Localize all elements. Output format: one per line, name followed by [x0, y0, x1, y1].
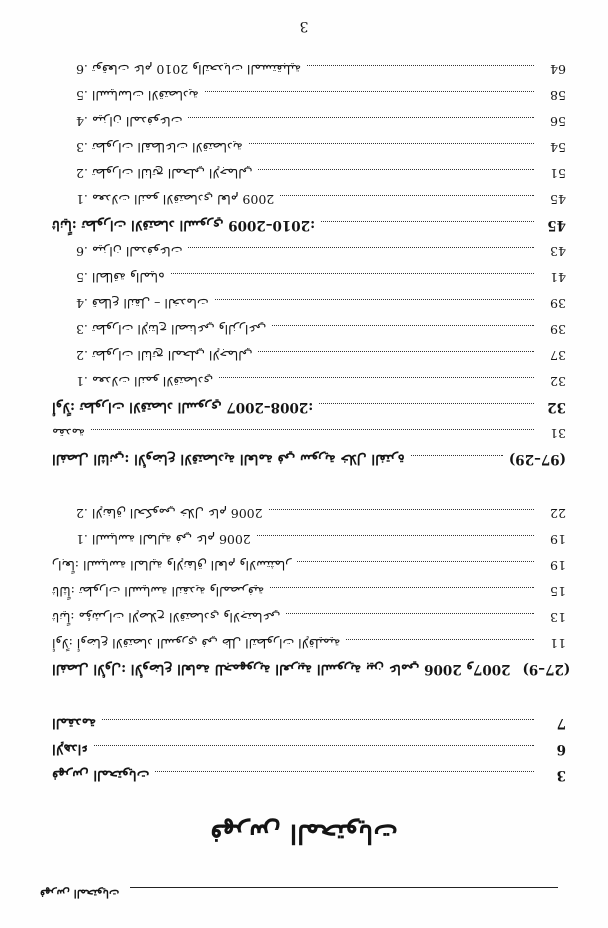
toc-entry [52, 710, 566, 736]
toc-leader-dots [249, 143, 534, 145]
toc-entry-page: 22 [550, 506, 566, 521]
toc-entry-page: 45 [550, 192, 566, 207]
toc-entry-label: الإهداء [52, 741, 88, 757]
toc-entry [52, 552, 566, 578]
toc-entry [52, 212, 566, 238]
toc-entry-page: 3 [556, 767, 566, 783]
toc-entry-page: 51 [550, 166, 566, 181]
toc-entry [52, 316, 566, 342]
toc-entry-page: 39 [550, 322, 566, 337]
toc-entry-label: الفصل الأول: الأوضاع العامة للجمهورية العربية السورية بين عامي 2006 و2007 [52, 661, 511, 677]
toc-leader-dots [270, 587, 534, 589]
toc-entry-page: 64 [550, 62, 566, 77]
toc-entry [52, 736, 566, 762]
toc-entry-label: 6. ميزان المدفوعات [76, 244, 183, 259]
toc-entry-label: رابعاً: السياسة المالية والإنفاق العام والاستثمار [52, 558, 292, 573]
toc-leader-dots [188, 247, 534, 249]
toc-leader-dots [280, 195, 534, 197]
toc-leader-dots [257, 535, 534, 537]
toc-entry-page: 19 [550, 558, 566, 573]
toc-entry [52, 630, 566, 656]
table-of-contents [52, 56, 571, 788]
header-rule [130, 887, 558, 888]
toc-entry-label: 2. الإنفاق الحكومي خلال عام 2006 [76, 506, 263, 521]
toc-entry-page: (29–97) [508, 451, 566, 467]
toc-leader-dots [346, 639, 534, 641]
toc-entry [52, 290, 566, 316]
toc-entry-page: 7 [556, 715, 566, 731]
toc-entry [52, 56, 566, 82]
toc-leader-dots [219, 377, 534, 379]
toc-leader-dots [91, 429, 534, 431]
toc-entry [52, 82, 566, 108]
toc-entry [52, 394, 566, 420]
page-title: فهرس المحتويات [210, 818, 398, 848]
toc-leader-dots [258, 351, 534, 353]
toc-entry-page: 6 [556, 741, 566, 757]
toc-entry [52, 368, 566, 394]
toc-entry-label: 1. السياسة المالية في عام 2006 [76, 532, 251, 547]
toc-entry [52, 762, 566, 788]
toc-leader-dots [155, 771, 534, 773]
toc-entry-page: 43 [550, 244, 566, 259]
toc-entry-page: 32 [550, 374, 566, 389]
toc-entry-page: 13 [550, 610, 566, 625]
toc-leader-dots [102, 719, 534, 721]
toc-entry-label: فهرس المحتويات [52, 767, 150, 783]
toc-leader-dots [205, 91, 534, 93]
toc-leader-dots [319, 403, 534, 405]
toc-entry-label: أولاً: تطورات الاقتصاد السوري 2007–2008: [52, 399, 314, 415]
toc-entry-label: ثانياً: تطورات الاقتصاد السوري 2009–2010: [52, 217, 316, 233]
toc-entry [52, 134, 566, 160]
toc-entry-label: المقدمة [52, 715, 97, 731]
toc-entry-label: 5. السياسات الاقتصادية [76, 88, 199, 103]
toc-entry-label: ثالثاً: تطورات السياسة النقدية والمصرفية [52, 584, 265, 599]
toc-entry-label: 5. الطاقة والمياه [76, 270, 165, 285]
toc-leader-dots [321, 221, 534, 223]
toc-leader-dots [307, 65, 534, 67]
toc-entry [52, 186, 566, 212]
toc-entry-label: 2. تطورات الناتج المحلي الإجمالي [76, 348, 253, 363]
toc-entry [52, 342, 566, 368]
toc-leader-dots [272, 325, 534, 327]
toc-leader-dots [269, 509, 534, 511]
toc-leader-dots [258, 169, 534, 171]
toc-entry [52, 420, 566, 446]
header-title: فهرس المحتويات [40, 887, 120, 900]
toc-entry-page: 58 [550, 88, 566, 103]
toc-entry-page: 45 [547, 217, 566, 233]
toc-entry [52, 578, 566, 604]
toc-entry-page: (9–27) [522, 661, 571, 677]
toc-entry-label: أولاً: أوضاع الاقتصاد السوري في ظل التطورات الإقليمية [52, 636, 341, 651]
toc-entry-page: 11 [550, 636, 566, 651]
toc-entry [52, 264, 566, 290]
toc-entry-label: 2. تطورات الناتج المحلي الإجمالي [76, 166, 253, 181]
toc-entry-label: الفصل الثاني: الأوضاع الاقتصادية العامة في سورية خلال الفترة [52, 451, 405, 467]
toc-leader-dots [215, 299, 534, 301]
toc-leader-dots [94, 745, 534, 747]
toc-entry-page: 41 [550, 270, 566, 285]
toc-entry [52, 108, 566, 134]
toc-entry [52, 500, 566, 526]
toc-entry-label: 1. معدلات النمو الاقتصادي لعام 2009 [76, 192, 275, 207]
toc-entry [52, 656, 571, 682]
toc-leader-dots [297, 561, 534, 563]
toc-entry-label: مقدمة [52, 426, 85, 441]
toc-entry-label: ثانياً: مؤشرات الإصلاح الاقتصادي والاجتماعي [52, 610, 281, 625]
running-header [40, 874, 558, 900]
toc-entry-label: 6. توقعات عام 2010 والتحديات المستقبلية [76, 62, 302, 77]
toc-entry-page: 32 [547, 399, 566, 415]
toc-entry-label: 3. تطورات الإنتاج الصناعي والزراعي [76, 322, 267, 337]
toc-entry-label: 3. تطورات القطاعات الاقتصادية [76, 140, 243, 155]
toc-entry-page: 15 [550, 584, 566, 599]
toc-entry [52, 526, 566, 552]
page-number: 3 [299, 18, 309, 34]
toc-entry-page: 56 [550, 114, 566, 129]
toc-entry [52, 446, 566, 472]
toc-leader-dots [286, 613, 534, 615]
toc-leader-dots [411, 455, 503, 457]
toc-entry-label: 4. ميزان المدفوعات [76, 114, 183, 129]
toc-entry-page: 54 [550, 140, 566, 155]
toc-leader-dots [188, 117, 534, 119]
toc-entry-label: 1. معدلات النمو الاقتصادي [76, 374, 214, 389]
toc-entry [52, 160, 566, 186]
toc-entry-page: 37 [550, 348, 566, 363]
toc-entry-page: 39 [550, 296, 566, 311]
toc-entry [52, 238, 566, 264]
toc-entry-page: 19 [550, 532, 566, 547]
toc-entry [52, 604, 566, 630]
toc-entry-label: 4. قطاع النقل – الخدمات [76, 296, 209, 311]
toc-entry-page: 31 [550, 426, 566, 441]
toc-leader-dots [171, 273, 534, 275]
